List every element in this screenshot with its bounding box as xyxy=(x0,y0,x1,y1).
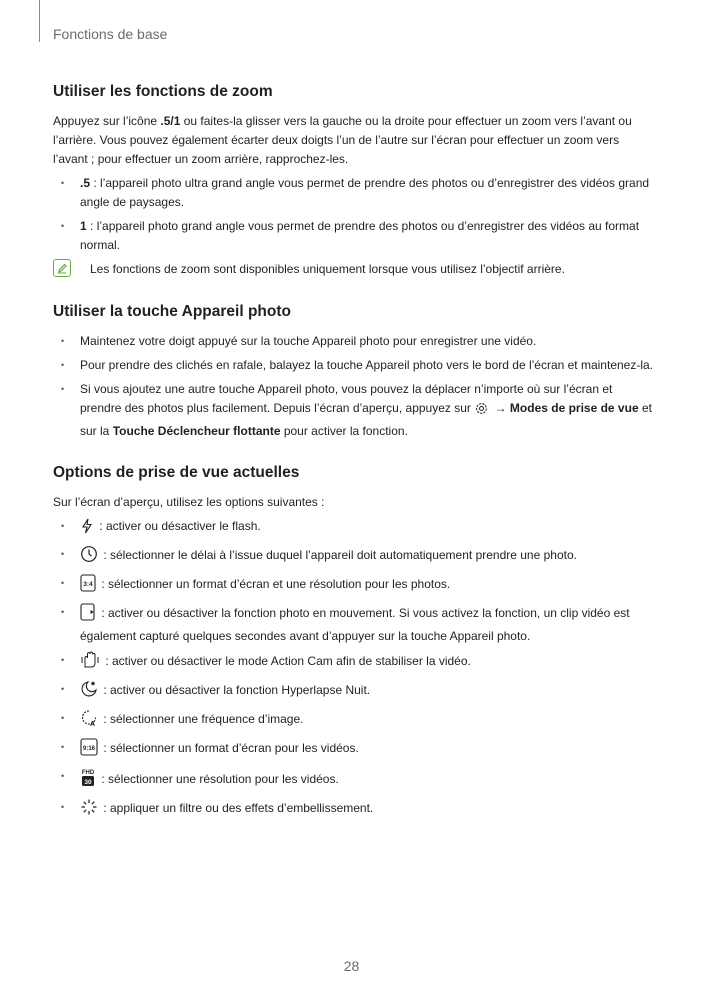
svg-text:FHD: • FHD xyxy=(81,770,95,776)
zoom-list xyxy=(53,174,653,255)
note xyxy=(53,260,653,280)
list-item: • FHD 30 : sélectionner une résolution pour les vidéos. xyxy=(53,767,653,793)
svg-text:A: • A xyxy=(89,721,96,727)
note-text: Les fonctions de zoom sont disponibles uniquement lorsque vous utilisez l’objectif arrière. xyxy=(90,262,565,276)
ratio-9-16-icon xyxy=(80,738,98,762)
action-cam-icon xyxy=(80,651,100,675)
section-header: Fonctions de base xyxy=(53,26,168,42)
list-item: • 1 : l’appareil photo grand angle vous permet de prendre des photos ou d’enregistrer des vidéos au format normal. xyxy=(53,217,653,255)
zoom-title: Utiliser les fonctions de zoom xyxy=(53,83,273,100)
options-intro: Sur l’écran d’aperçu, utilisez les options suivantes : xyxy=(53,495,325,509)
shutter-list xyxy=(53,332,653,441)
list-item: • 9:16 : sélectionner un format d’écran pour les vidéos. xyxy=(53,738,653,762)
shutter-title: Utiliser la touche Appareil photo xyxy=(53,303,291,320)
note-icon xyxy=(53,259,71,277)
filter-icon xyxy=(80,798,98,822)
list-item: • : activer ou désactiver le mode Action Cam afin de stabiliser la vidéo. xyxy=(53,651,653,675)
list-item: • : sélectionner le délai à l’issue duquel l’appareil doit automatiquement prendre une photo. xyxy=(53,545,653,569)
frame-rate-icon xyxy=(80,709,98,733)
list-item: • Maintenez votre doigt appuyé sur la touche Appareil photo pour enregistrer une vidéo. xyxy=(53,332,653,351)
shutter-section xyxy=(53,302,653,441)
page-content xyxy=(53,82,653,827)
svg-text:3:4: • 3:4 xyxy=(83,581,93,588)
flash-icon xyxy=(80,518,94,540)
fhd-30-icon xyxy=(80,767,96,793)
hyperlapse-night-icon xyxy=(80,680,98,704)
list-item: • 3:4 : sélectionner un format d’écran et une résolution pour les photos. xyxy=(53,574,653,598)
list-item: • Pour prendre des clichés en rafale, balayez la touche Appareil photo vers le bord de l’écran et maintenez-la. xyxy=(53,356,653,375)
list-item: • Si vous ajoutez une autre touche Appareil photo, vous pouvez la déplacer n’importe où sur l’écran et prendre des photos plus facilement. Depuis l’écran d’aperçu, appuyez sur → Modes de prise de vue et sur la Touche Déclencheur flottante pour activer la fonction. xyxy=(53,380,653,441)
svg-text:9:16: • 9:16 xyxy=(82,746,96,752)
list-item: • : activer ou désactiver la fonction photo en mouvement. Si vous activez la fonction, un clip vidéo est également capturé quelques secondes avant d’appuyer sur la touche Appareil photo. xyxy=(53,603,653,646)
zoom-section xyxy=(53,82,653,280)
list-item: • .5 : l’appareil photo ultra grand angle vous permet de prendre des photos ou d’enregistrer des vidéos grand angle de paysages. xyxy=(53,174,653,212)
ratio-3-4-icon xyxy=(80,574,96,598)
settings-gear-icon xyxy=(474,401,489,422)
list-item: • : activer ou désactiver le flash. xyxy=(53,517,653,540)
list-item: • : appliquer un filtre ou des effets d’embellissement. xyxy=(53,798,653,822)
zoom-intro: Appuyez sur l’icône .5/1 ou faites-la glisser vers la gauche ou la droite pour effectuer un zoom vers l’avant ou l’arrière. Vous pouvez également écarter deux doigts l’un de l’autre sur l’écran pour effectuer un zoom vers l’avant ; pour effectuer un zoom arrière, rapprochez-les. xyxy=(53,114,632,166)
list-item: • A : sélectionner une fréquence d’image. xyxy=(53,709,653,733)
options-title: Options de prise de vue actuelles xyxy=(53,464,300,481)
list-item: • : activer ou désactiver la fonction Hyperlapse Nuit. xyxy=(53,680,653,704)
timer-icon xyxy=(80,545,98,569)
page-number: 28 xyxy=(343,958,360,974)
options-list xyxy=(53,517,653,822)
header-rule xyxy=(39,0,40,42)
svg-text:30: 30 xyxy=(84,779,92,786)
motion-photo-icon xyxy=(80,603,96,627)
options-section xyxy=(53,463,653,822)
